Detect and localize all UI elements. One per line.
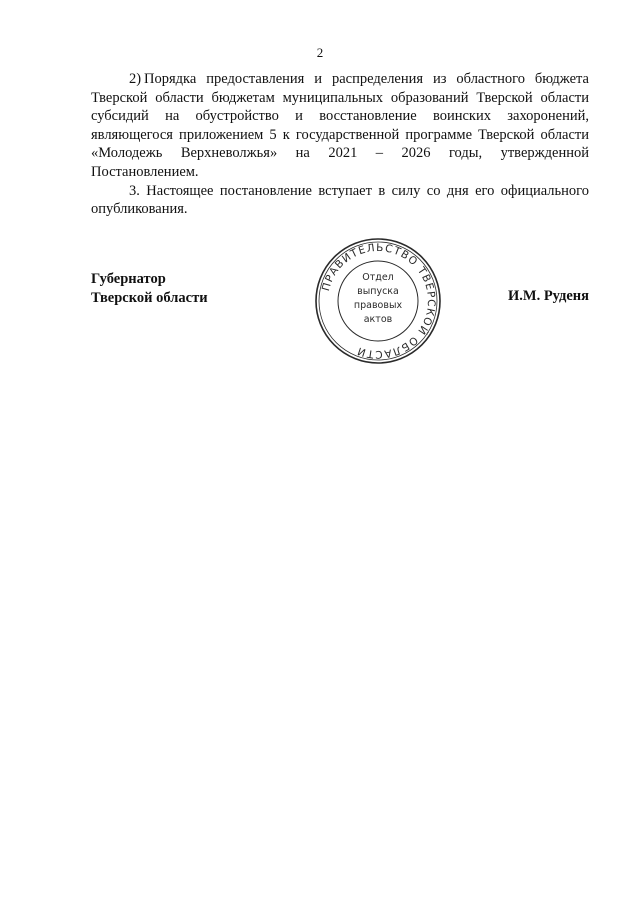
seal-inner-line-1: Отдел	[362, 272, 394, 283]
paragraph-item-2: 2) Порядка предоставления и распределения из областного бюджета Тверской области бюджетам муниципальных образований Тверской области субсидий на обустройство и восстановление воинских захоронений, являющегося приложением 5 к государственной программе Тверской области «Молодежь Верхневолжья» на 2021 – 2026 годы, утвержденной Постановлением.	[91, 71, 589, 180]
signatory-title-line-1: Губернатор	[91, 271, 166, 287]
paragraph-item-3: 3. Настоящее постановление вступает в силу со дня его официального опубликования.	[91, 182, 589, 218]
seal-inner-line-2: выпуска	[357, 286, 399, 297]
seal-inner-line-3: правовых	[353, 300, 403, 311]
signatory-title-line-2: Тверской области	[91, 289, 208, 306]
signatory-name: И.М. Руденя	[507, 288, 589, 304]
official-seal	[313, 236, 443, 366]
document-body	[91, 70, 589, 219]
seal-inner-line-4: актов	[363, 314, 393, 325]
seal-ring-text: ПРАВИТЕЛЬСТВО ТВЕРСКОЙ ОБЛАСТИ	[320, 241, 438, 361]
page-number: 2	[316, 45, 324, 60]
signatory-title	[91, 270, 208, 307]
seal-graphic	[313, 236, 443, 366]
